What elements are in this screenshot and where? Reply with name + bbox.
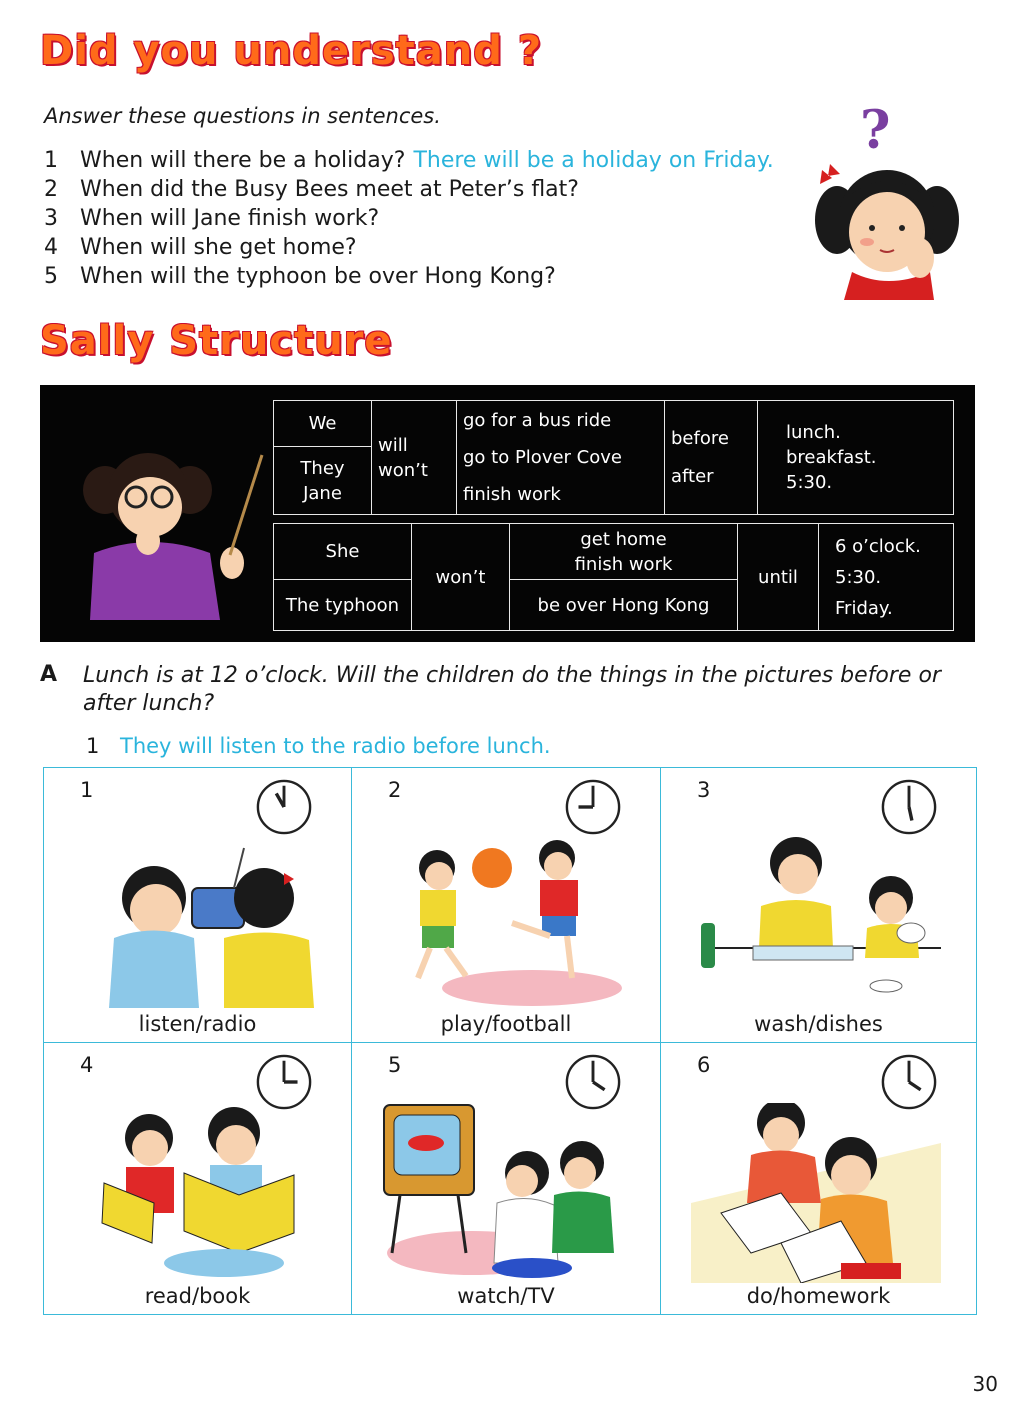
sally-teacher-illustration bbox=[70, 445, 270, 620]
prep-before: before bbox=[671, 427, 729, 449]
children-washing-dishes-illustration bbox=[691, 828, 941, 1008]
picture-label: listen/radio bbox=[138, 1012, 257, 1036]
question-text: When will she get home? bbox=[80, 235, 357, 260]
verb-finish-work: finish work bbox=[463, 484, 561, 505]
auxiliary-cell: won’t bbox=[412, 524, 510, 631]
auxiliary-cell bbox=[372, 401, 457, 515]
svg-text:?: ? bbox=[860, 100, 891, 161]
instruction-text: Answer these questions in sentences. bbox=[44, 104, 441, 128]
children-playing-football-illustration bbox=[382, 828, 632, 1008]
verb-plover-cove: go to Plover Cove bbox=[463, 447, 622, 468]
time-breakfast: breakfast. bbox=[786, 447, 877, 468]
question-number: 5 bbox=[44, 264, 58, 289]
question-text: When did the Busy Bees meet at Peter’s flat? bbox=[80, 177, 579, 202]
question-list bbox=[44, 146, 774, 291]
picture-cell bbox=[44, 768, 352, 1043]
question-item bbox=[44, 233, 774, 262]
time-6-oclock: 6 o’clock. bbox=[835, 535, 921, 557]
picture-label: watch/TV bbox=[457, 1284, 555, 1308]
example-number: 1 bbox=[86, 734, 100, 758]
picture-number: 1 bbox=[80, 778, 94, 802]
picture-number: 5 bbox=[388, 1053, 402, 1077]
exercise-instruction: Lunch is at 12 o’clock. Will the children do the things in the pictures before or after lunch? bbox=[83, 663, 941, 716]
prep-after: after bbox=[671, 465, 714, 487]
question-item bbox=[44, 204, 774, 233]
question-number: 2 bbox=[44, 177, 58, 202]
thinking-girl-illustration bbox=[812, 100, 962, 300]
picture-number: 2 bbox=[388, 778, 402, 802]
exercise-label: A bbox=[40, 662, 58, 687]
verb-get-home: get home bbox=[580, 528, 667, 550]
time-530: 5:30. bbox=[835, 566, 882, 588]
answer-text: There will be a holiday on Friday. bbox=[413, 148, 774, 173]
question-item bbox=[44, 175, 774, 204]
children-listening-radio-illustration bbox=[74, 828, 324, 1008]
question-text: When will there be a holiday? bbox=[80, 148, 406, 173]
picture-label: play/football bbox=[440, 1012, 572, 1036]
picture-number: 3 bbox=[697, 778, 711, 802]
picture-label: do/homework bbox=[746, 1284, 891, 1308]
structure-table-before-after bbox=[273, 400, 954, 515]
picture-label: read/book bbox=[144, 1284, 251, 1308]
verb-cell: be over Hong Kong bbox=[510, 580, 738, 631]
picture-cell bbox=[44, 1043, 352, 1314]
time-friday: Friday. bbox=[835, 597, 893, 619]
section-title-did-you-understand: Did you understand ? bbox=[40, 28, 543, 74]
time-cell bbox=[758, 401, 954, 515]
preposition-cell: until bbox=[738, 524, 819, 631]
picture-label: wash/dishes bbox=[754, 1012, 883, 1036]
question-item bbox=[44, 146, 774, 175]
time-lunch: lunch. bbox=[786, 422, 841, 443]
question-number: 1 bbox=[44, 148, 58, 173]
subject-cell: We bbox=[274, 401, 372, 447]
verb-bus-ride: go for a bus ride bbox=[463, 410, 612, 431]
question-text: When will Jane finish work? bbox=[80, 206, 380, 231]
time-530: 5:30. bbox=[786, 472, 833, 493]
time-cell bbox=[819, 524, 954, 631]
question-number: 3 bbox=[44, 206, 58, 231]
structure-panel bbox=[40, 385, 975, 642]
question-number: 4 bbox=[44, 235, 58, 260]
question-text: When will the typhoon be over Hong Kong? bbox=[80, 264, 556, 289]
page-number: 30 bbox=[972, 1372, 998, 1396]
picture-cell bbox=[352, 1043, 661, 1314]
section-title-sally-structure: Sally Structure bbox=[40, 318, 393, 364]
picture-cell bbox=[661, 768, 976, 1043]
subject-cell: The typhoon bbox=[274, 580, 412, 631]
verb-cell bbox=[510, 524, 738, 580]
picture-cell bbox=[661, 1043, 976, 1314]
aux-will: will bbox=[378, 434, 408, 456]
structure-table-until bbox=[273, 523, 954, 631]
example-sentence bbox=[86, 734, 551, 758]
subject-cell: She bbox=[274, 524, 412, 580]
subject-jane: Jane bbox=[303, 482, 342, 504]
aux-wont: won’t bbox=[378, 459, 428, 481]
picture-cell bbox=[352, 768, 661, 1043]
verb-finish-work: finish work bbox=[574, 553, 673, 575]
verb-cell bbox=[457, 401, 665, 515]
picture-number: 4 bbox=[80, 1053, 94, 1077]
picture-number: 6 bbox=[697, 1053, 711, 1077]
picture-grid bbox=[43, 767, 977, 1315]
subject-they: They bbox=[300, 457, 345, 479]
children-watching-tv-illustration bbox=[382, 1103, 632, 1283]
example-answer: They will listen to the radio before lunch. bbox=[120, 734, 551, 758]
children-doing-homework-illustration bbox=[691, 1103, 941, 1283]
subject-cell bbox=[274, 447, 372, 515]
question-item bbox=[44, 262, 774, 291]
children-reading-books-illustration bbox=[74, 1103, 324, 1283]
preposition-cell bbox=[665, 401, 758, 515]
